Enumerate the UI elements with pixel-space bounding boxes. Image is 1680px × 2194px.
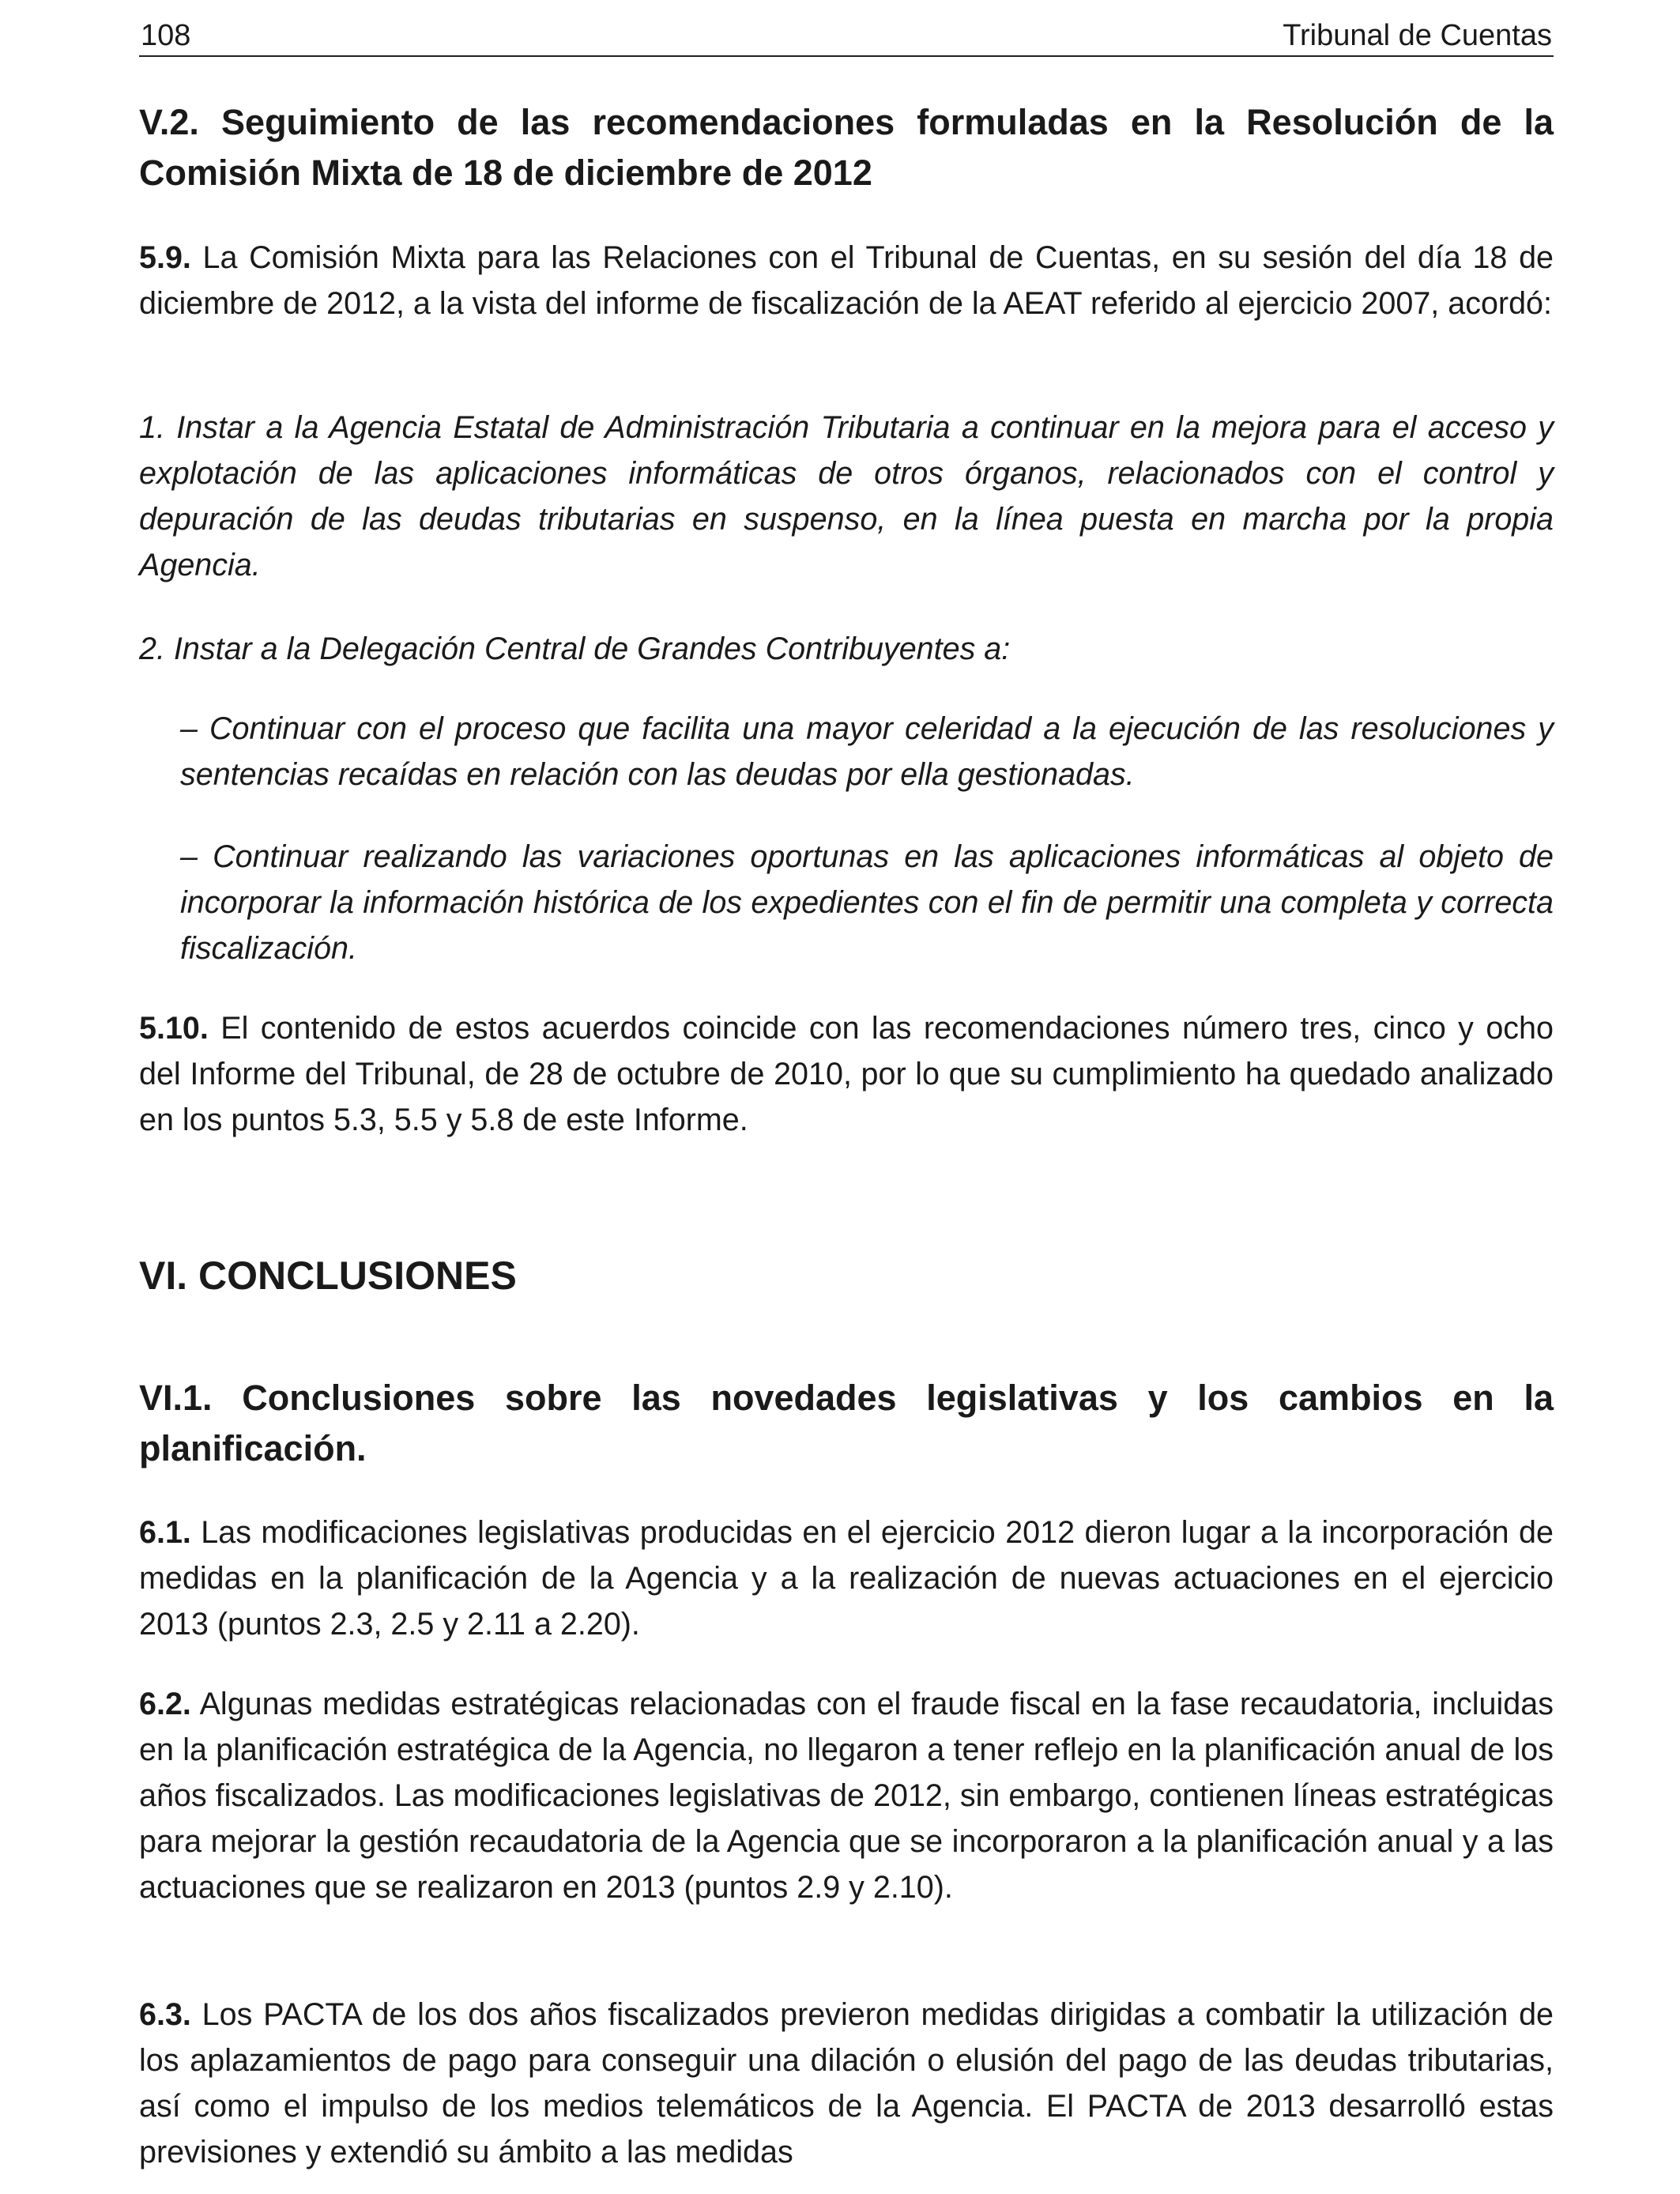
paragraph-number: 5.9.	[139, 240, 191, 275]
paragraph-number: 6.1.	[139, 1515, 191, 1550]
section-vi-1-heading: VI.1. Conclusiones sobre las novedades legislativas y los cambios en la planificación.	[139, 1378, 1554, 1468]
paragraph-6-2	[139, 1681, 1554, 1910]
paragraph-5-9	[139, 235, 1554, 326]
paragraph-text: Algunas medidas estratégicas relacionadas con el fraude fiscal en la fase recaudatoria, incluidas en la planificación estratégica de la Agencia, no llegaron a tener reflejo en la planificación anual de los años fiscalizados. Las modificaciones legislativas de 2012, sin embargo, contienen líneas estratégicas para mejorar la gestión recaudatoria de la Agencia que se incorporaron a la planificación anual y a las actuaciones que se realizaron en 2013 (puntos 2.9 y 2.10).	[139, 1687, 1554, 1905]
paragraph-6-3	[139, 1992, 1554, 2175]
agreement-2-bullet-1: – Continuar con el proceso que facilita una mayor celeridad a la ejecución de las resoluciones y sentencias recaídas en relación con las deudas por ella gestionadas.	[180, 711, 1554, 792]
agreement-2-bullet-2: – Continuar realizando las variaciones oportunas en las aplicaciones informáticas al objeto de incorporar la información histórica de los expedientes con el fin de permitir una completa y correcta fiscalización.	[180, 839, 1554, 966]
paragraph-text: La Comisión Mixta para las Relaciones con el Tribunal de Cuentas, en su sesión del día 18 de diciembre de 2012, a la vista del informe de fiscalización de la AEAT referido al ejercicio 2007, acordó:	[139, 240, 1554, 321]
section-v2-heading: V.2. Seguimiento de las recomendaciones formuladas en la Resolución de la Comisión Mixta de 18 de diciembre de 2012	[139, 102, 1554, 193]
paragraph-text: El contenido de estos acuerdos coincide con las recomendaciones número tres, cinco y ocho del Informe del Tribunal, de 28 de octubre de 2010, por lo que su cumplimiento ha quedado analizado en los puntos 5.3, 5.5 y 5.8 de este Informe.	[139, 1011, 1554, 1137]
paragraph-5-10	[139, 1005, 1554, 1143]
paragraph-number: 6.2.	[139, 1687, 191, 1721]
section-vi-heading: VI. CONCLUSIONES	[139, 1253, 517, 1298]
paragraph-text: Los PACTA de los dos años fiscalizados previeron medidas dirigidas a combatir la utilización de los aplazamientos de pago para conseguir una dilación o elusión del pago de las deudas tributarias, así como el impulso de los medios telemáticos de la Agencia. El PACTA de 2013 desarrolló estas previsiones y extendió su ámbito a las medidas	[139, 1997, 1554, 2169]
header-title: Tribunal de Cuentas	[1283, 19, 1552, 52]
paragraph-number: 6.3.	[139, 1997, 191, 2032]
paragraph-text: Las modificaciones legislativas producidas en el ejercicio 2012 dieron lugar a la incorporación de medidas en la planificación de la Agencia y a la realización de nuevas actuaciones en el ejercicio 2013 (puntos 2.3, 2.5 y 2.11 a 2.20).	[139, 1515, 1554, 1642]
agreement-2: 2. Instar a la Delegación Central de Grandes Contribuyentes a:	[139, 631, 1011, 666]
agreement-1: 1. Instar a la Agencia Estatal de Administración Tributaria a continuar en la mejora para el acceso y explotación de las aplicaciones informáticas de otros órganos, relacionados con el control y depuración de las deudas tributarias en suspenso, en la línea puesta en marcha por la propia Agencia.	[139, 410, 1554, 582]
page-header	[139, 16, 1554, 57]
paragraph-number: 5.10.	[139, 1011, 209, 1046]
page-number: 108	[141, 19, 191, 52]
paragraph-6-1	[139, 1510, 1554, 1647]
